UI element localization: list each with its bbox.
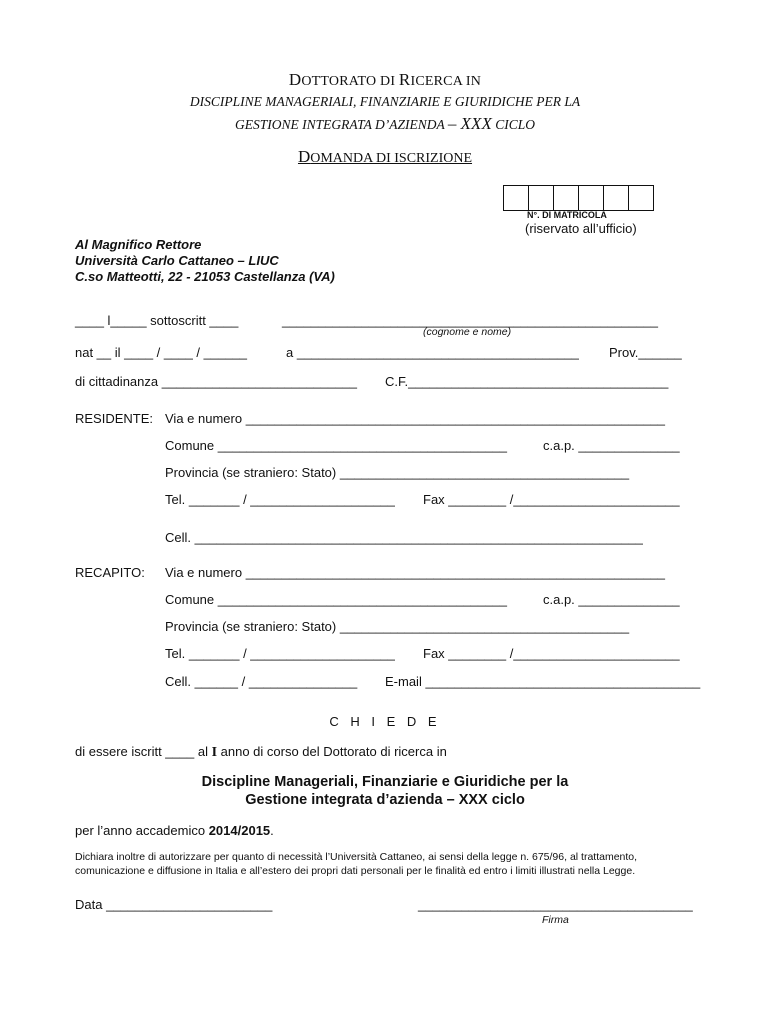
residente-provincia-field[interactable]: Provincia (se straniero: Stato) ________________________________________ (165, 465, 630, 480)
iscritto-line: di essere iscritt ____ al I anno di corso del Dottorato di ricerca in (75, 744, 447, 760)
title-line-3: GESTIONE INTEGRATA D’AZIENDA – XXX CICLO (235, 114, 535, 133)
addressee-line-2: Università Carlo Cattaneo – LIUC (75, 253, 279, 268)
addressee-line-3: C.so Matteotti, 22 - 21053 Castellanza (VA) (75, 269, 335, 284)
firma-field[interactable]: ______________________________________ (418, 897, 693, 912)
matricola-box (503, 185, 529, 211)
matricola-boxes (504, 185, 654, 211)
recapito-cap-field[interactable]: c.a.p. ______________ (543, 592, 680, 607)
residente-label: RESIDENTE: (75, 411, 154, 426)
birth-date-field[interactable]: nat __ il ____ / ____ / ______ (75, 345, 248, 360)
cognome-nome-field[interactable]: ____________________________________________________ (282, 313, 658, 328)
matricola-box (578, 185, 604, 211)
recapito-email-field[interactable]: E-mail ______________________________________ (385, 674, 701, 689)
privacy-line-1: Dichiara inoltre di autorizzare per quanto di necessità l’Università Cattaneo, ai sensi della legge n. 675/96, al trattamento, (75, 851, 638, 863)
matricola-box (528, 185, 554, 211)
firma-label: Firma (542, 914, 569, 926)
prov-field[interactable]: Prov.______ (609, 345, 682, 360)
program-title-line-2: Gestione integrata d’azienda – XXX ciclo (245, 792, 525, 808)
recapito-comune-field[interactable]: Comune ________________________________________ (165, 592, 507, 607)
privacy-line-2: comunicazione e diffusione in Italia e all’estero dei propri dati personali per le finalità ed entro i limiti illustrati nella Legge. (75, 865, 636, 877)
title-line-2: DISCIPLINE MANAGERIALI, FINANZIARIE E GIURIDICHE PER LA (189, 94, 581, 109)
program-title-line-1: Discipline Manageriali, Finanziarie e Giuridiche per la (201, 774, 569, 790)
matricola-box (553, 185, 579, 211)
title-line-1: DOTTORATO DI RICERCA IN (288, 70, 482, 89)
residente-fax-field[interactable]: Fax ________ /_______________________ (423, 492, 680, 507)
sottoscritt-field[interactable]: ____ l_____ sottoscritt ____ (75, 313, 239, 328)
addressee-line-1: Al Magnifico Rettore (75, 237, 202, 252)
matricola-label: N°. DI MATRICOLA (527, 210, 607, 220)
matricola-box (628, 185, 654, 211)
residente-tel-field[interactable]: Tel. _______ / ____________________ (165, 492, 395, 507)
residente-via-field[interactable]: Via e numero __________________________________________________________ (165, 411, 666, 426)
data-field[interactable]: Data _______________________ (75, 897, 273, 912)
anno-accademico: per l’anno accademico 2014/2015. (75, 823, 274, 838)
recapito-via-field[interactable]: Via e numero __________________________________________________________ (165, 565, 666, 580)
cognome-hint: (cognome e nome) (423, 326, 512, 338)
matricola-note: (riservato all’ufficio) (525, 221, 637, 236)
form-title: DOMANDA DI ISCRIZIONE (297, 147, 473, 166)
residente-comune-field[interactable]: Comune ________________________________________ (165, 438, 507, 453)
birth-place-field[interactable]: a _______________________________________ (286, 345, 579, 360)
recapito-tel-field[interactable]: Tel. _______ / ____________________ (165, 646, 395, 661)
cittadinanza-field[interactable]: di cittadinanza ___________________________ (75, 374, 357, 389)
codice-fiscale-field[interactable]: C.F.____________________________________ (385, 374, 669, 389)
residente-cap-field[interactable]: c.a.p. ______________ (543, 438, 680, 453)
recapito-provincia-field[interactable]: Provincia (se straniero: Stato) ________________________________________ (165, 619, 630, 634)
recapito-cell-field[interactable]: Cell. ______ / _______________ (165, 674, 358, 689)
recapito-fax-field[interactable]: Fax ________ /_______________________ (423, 646, 680, 661)
residente-cell-field[interactable]: Cell. ______________________________________________________________ (165, 530, 643, 545)
chiede-heading: C H I E D E (329, 714, 441, 729)
recapito-label: RECAPITO: (75, 565, 145, 580)
matricola-box (603, 185, 629, 211)
